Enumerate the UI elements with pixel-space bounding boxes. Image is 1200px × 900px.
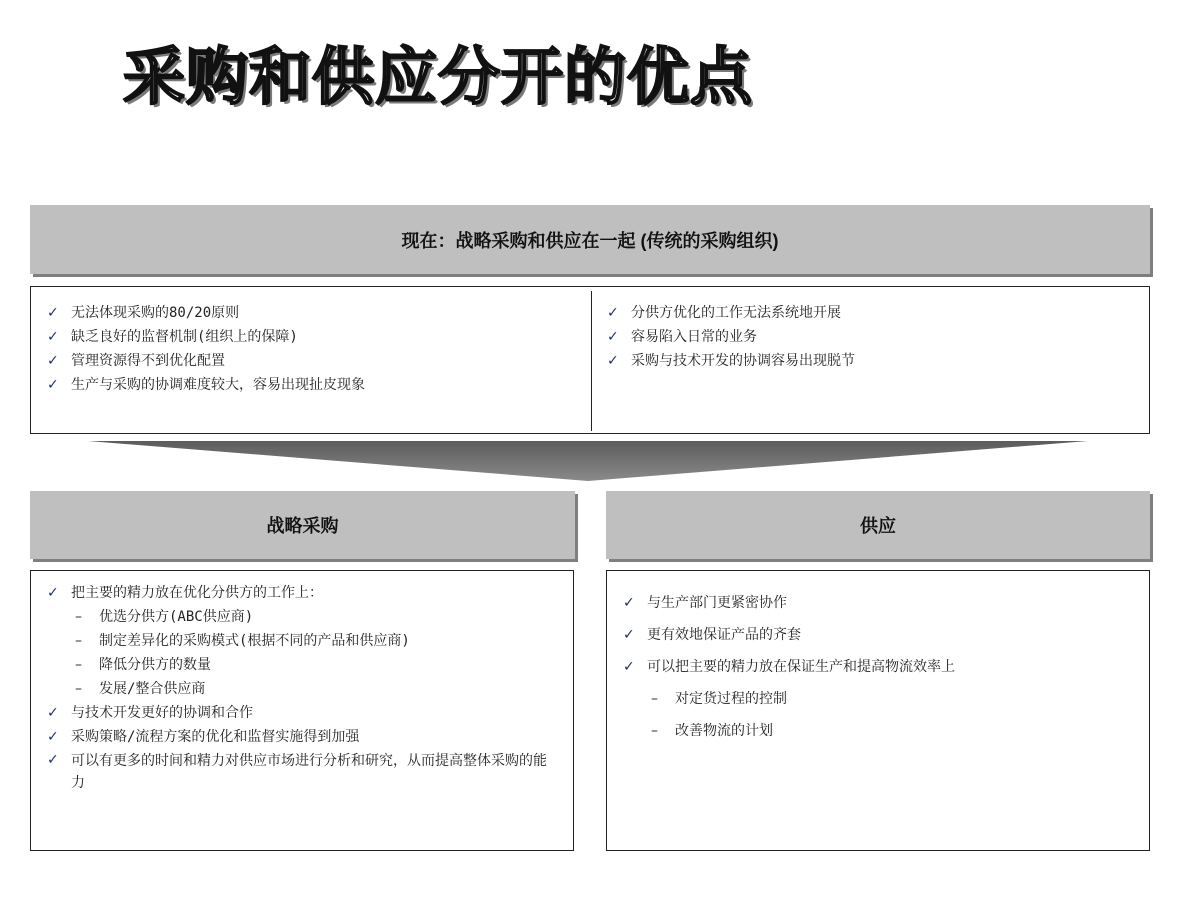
- supply-list: [623, 587, 1133, 747]
- list-item: ✓ 可以有更多的时间和精力对供应市场进行分析和研究，从而提高整体采购的能力: [47, 749, 557, 794]
- funnel-triangle: [88, 441, 1088, 481]
- sub-list-item: – 优选分供方(ABC供应商): [47, 605, 557, 629]
- check-icon: ✓: [47, 305, 59, 321]
- list-item: ✓ 与生产部门更紧密协作: [623, 587, 1133, 619]
- list-item: ✓ 采购策略/流程方案的优化和监督实施得到加强: [47, 725, 557, 749]
- check-icon: ✓: [623, 627, 635, 643]
- strategic-procurement-header: [30, 491, 575, 559]
- column-divider: [591, 291, 592, 431]
- check-icon: ✓: [47, 729, 59, 745]
- list-item: ✓ 与技术开发更好的协调和合作: [47, 701, 557, 725]
- dash-icon: –: [651, 691, 658, 707]
- list-item: ✓ 管理资源得不到优化配置: [47, 349, 567, 373]
- current-structure-header-text: 现在：战略采购和供应在一起 (传统的采购组织): [401, 230, 779, 251]
- strategic-procurement-box: [30, 570, 574, 851]
- supply-header-text: 供应: [860, 516, 896, 536]
- sub-list-item: – 改善物流的计划: [623, 715, 1133, 747]
- check-icon: ✓: [47, 329, 59, 345]
- current-structure-box: [30, 286, 1150, 434]
- dash-icon: –: [75, 609, 82, 625]
- dash-icon: –: [75, 657, 82, 673]
- list-item: ✓ 更有效地保证产品的齐套: [623, 619, 1133, 651]
- current-structure-header: [30, 205, 1150, 274]
- check-icon: ✓: [623, 659, 635, 675]
- check-icon: ✓: [607, 353, 619, 369]
- check-icon: ✓: [47, 705, 59, 721]
- check-icon: ✓: [607, 305, 619, 321]
- list-item: ✓ 容易陷入日常的业务: [607, 325, 1127, 349]
- current-disadvantages-right: [607, 301, 1127, 373]
- list-item: ✓ 缺乏良好的监督机制(组织上的保障): [47, 325, 567, 349]
- sub-list-item: – 对定货过程的控制: [623, 683, 1133, 715]
- list-item: ✓ 生产与采购的协调难度较大，容易出现扯皮现象: [47, 373, 567, 397]
- sub-list-item: – 发展/整合供应商: [47, 677, 557, 701]
- check-icon: ✓: [623, 595, 635, 611]
- dash-icon: –: [75, 681, 82, 697]
- supply-header: [606, 491, 1150, 559]
- dash-icon: –: [651, 723, 658, 739]
- sub-list-item: – 降低分供方的数量: [47, 653, 557, 677]
- check-icon: ✓: [47, 752, 59, 768]
- list-item: ✓ 无法体现采购的80/20原则: [47, 301, 567, 325]
- list-item: ✓ 可以把主要的精力放在保证生产和提高物流效率上: [623, 651, 1133, 683]
- list-item: ✓ 把主要的精力放在优化分供方的工作上：: [47, 581, 557, 605]
- current-disadvantages-left: [47, 301, 567, 397]
- check-icon: ✓: [607, 329, 619, 345]
- sub-list-item: – 制定差异化的采购模式(根据不同的产品和供应商): [47, 629, 557, 653]
- strategic-procurement-header-text: 战略采购: [266, 516, 339, 536]
- strategic-procurement-list: [47, 581, 557, 794]
- check-icon: ✓: [47, 585, 59, 601]
- list-item: ✓ 分供方优化的工作无法系统地开展: [607, 301, 1127, 325]
- dash-icon: –: [75, 633, 82, 649]
- funnel-arrow-shape: [88, 441, 1088, 481]
- check-icon: ✓: [47, 353, 59, 369]
- slide-title: 采购和供应分开的优点: [123, 40, 754, 113]
- list-item: ✓ 采购与技术开发的协调容易出现脱节: [607, 349, 1127, 373]
- check-icon: ✓: [47, 377, 59, 393]
- supply-box: [606, 570, 1150, 851]
